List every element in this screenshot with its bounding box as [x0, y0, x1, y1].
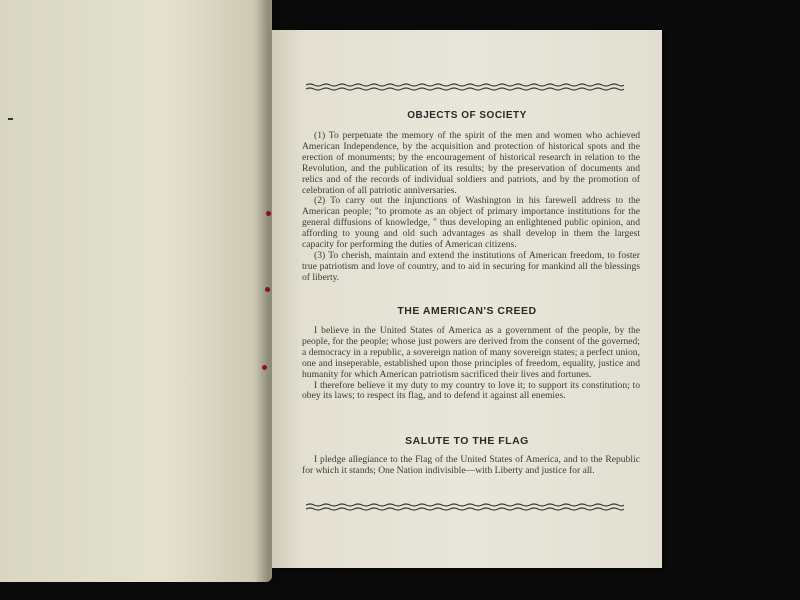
salute-body [302, 455, 640, 477]
left-page [0, 0, 272, 582]
objects-paragraph-3: (3) To cherish, maintain and extend the institutions of American freedom, to foster true patriotism and love of country, and to aid in securing for mankind all the blessings of liberty. [302, 249, 640, 283]
bottom-ornamental-rule [306, 503, 624, 511]
creed-paragraph-2: I therefore believe it my duty to my country to love it; to support its constitution; to obey its laws; to respect its flag, and to defend it against all enemies. [302, 379, 640, 402]
objects-title: OBJECTS OF SOCIETY [407, 110, 527, 121]
objects-paragraph-1: (1) To perpetuate the memory of the spirit of the men and women who achieved American Independence, by the acquisition and protection of historical spots and the erection of monuments; by the encouragement of historical research in relation to the Revolution, and the publication of its results; by the preservation of documents and relics and of the records of individual soldiers and patriots, and by the promotion of celebration of all patriotic anniversaries. [302, 130, 640, 196]
creed-body [302, 326, 640, 402]
salute-paragraph-1: I pledge allegiance to the Flag of the United States of America, and to the Republic for which it stands; One Nation indivisible—with Liberty and justice for all. [302, 454, 640, 476]
objects-body [302, 131, 640, 284]
right-page [272, 30, 662, 568]
salute-title: SALUTE TO THE FLAG [405, 435, 529, 447]
ink-mark [8, 118, 13, 120]
objects-paragraph-2: (2) To carry out the injunctions of Washington in his farewell address to the American people; "to promote as an object of primary importance institutions for the general diffusions of knowledge, " thus developing an enlightened public opinion, and affording to young and old such advantages as shall develop in them the largest capacity for performing the duties of American citizens. [302, 195, 640, 251]
creed-paragraph-1: I believe in the United States of America as a government of the people, by the people, for the people; whose just powers are derived from the consent of the governed; a democracy in a republic, a sovereign nation of many sovereign states; a perfect union, one and inseperable, established upon those principles of freedom, equality, justice and humanity for which American patriotism sacrificed their lives and fortunes. [302, 325, 640, 380]
top-ornamental-rule [306, 83, 624, 91]
creed-title: THE AMERICAN'S CREED [397, 305, 537, 317]
